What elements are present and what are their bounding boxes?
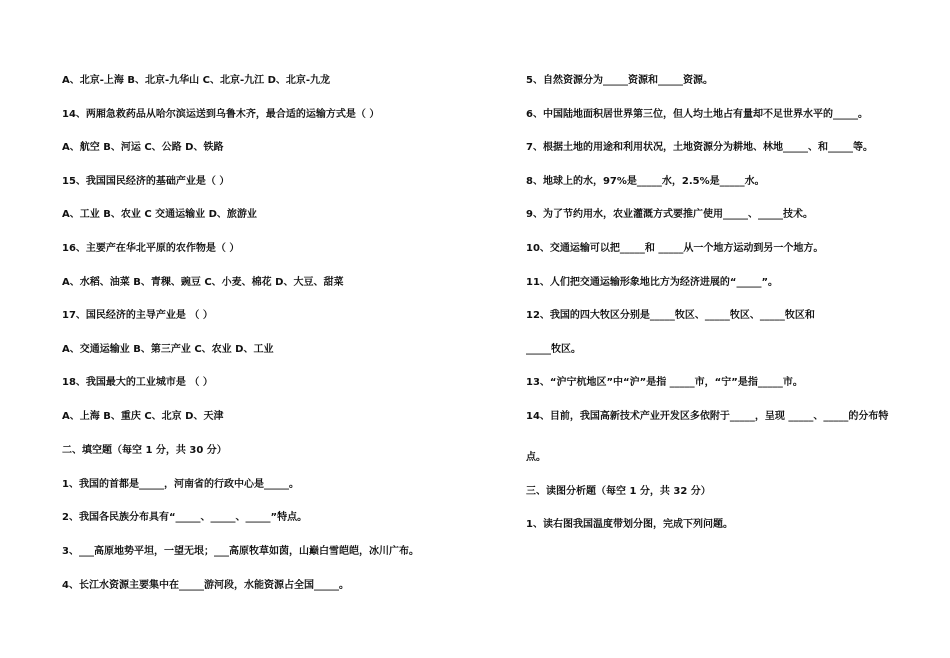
fill-question-14: 14、目前，我国高新技术产业开发区多依附于_____，呈现 _____、_____的分布特 — [526, 411, 889, 422]
fill-question-4: 4、长江水资源主要集中在_____游河段，水能资源占全国_____。 — [62, 580, 349, 591]
map-question-1: 1、读右图我国温度带划分图，完成下列问题。 — [526, 519, 733, 530]
fill-question-7: 7、根据土地的用途和利用状况，土地资源分为耕地、林地_____、和_____等。 — [526, 142, 873, 153]
q17-options: A、交通运输业 B、第三产业 C、农业 D、工业 — [62, 344, 274, 355]
section-3-heading: 三、读图分析题（每空 1 分，共 32 分） — [526, 486, 711, 497]
fill-question-3: 3、___高原地势平坦，一望无垠；___高原牧草如茵，山巅白雪皑皑，冰川广布。 — [62, 546, 419, 557]
q15-question: 15、我国国民经济的基础产业是（ ） — [62, 176, 230, 187]
q14-options: A、航空 B、河运 C、公路 D、铁路 — [62, 142, 224, 153]
section-2-heading: 二、填空题（每空 1 分，共 30 分） — [62, 445, 227, 456]
fill-question-6: 6、中国陆地面积居世界第三位，但人均土地占有量却不足世界水平的_____。 — [526, 109, 868, 120]
fill-question-13: 13、“沪宁杭地区”中“沪”是指 _____市，“宁”是指_____市。 — [526, 377, 803, 388]
fill-question-12-continued: _____牧区。 — [526, 344, 581, 355]
q15-options: A、工业 B、农业 C 交通运输业 D、旅游业 — [62, 209, 257, 220]
q17-question: 17、国民经济的主导产业是 （ ） — [62, 310, 213, 321]
q14-question: 14、两厢急救药品从哈尔滨运送到乌鲁木齐，最合适的运输方式是（ ） — [62, 109, 380, 120]
fill-question-12: 12、我国的四大牧区分别是_____牧区、_____牧区、_____牧区和 — [526, 310, 815, 321]
fill-question-14-continued: 点。 — [526, 452, 546, 463]
q16-options: A、水稻、油菜 B、青稞、豌豆 C、小麦、棉花 D、大豆、甜菜 — [62, 277, 344, 288]
fill-question-9: 9、为了节约用水，农业灌溉方式要推广使用_____、_____技术。 — [526, 209, 813, 220]
fill-question-8: 8、地球上的水，97%是_____水，2.5%是_____水。 — [526, 176, 765, 187]
q13-options: A、北京-上海 B、北京-九华山 C、北京-九江 D、北京-九龙 — [62, 75, 331, 86]
fill-question-11: 11、人们把交通运输形象地比方为经济进展的“_____”。 — [526, 277, 779, 288]
fill-question-5: 5、自然资源分为_____资源和_____资源。 — [526, 75, 713, 86]
q18-question: 18、我国最大的工业城市是 （ ） — [62, 377, 213, 388]
fill-question-10: 10、交通运输可以把_____和 _____从一个地方运动到另一个地方。 — [526, 243, 824, 254]
fill-question-1: 1、我国的首都是_____，河南省的行政中心是_____。 — [62, 479, 299, 490]
q16-question: 16、主要产在华北平原的农作物是（ ） — [62, 243, 240, 254]
fill-question-2: 2、我国各民族分布具有“_____、_____、_____”特点。 — [62, 512, 308, 523]
q18-options: A、上海 B、重庆 C、北京 D、天津 — [62, 411, 224, 422]
